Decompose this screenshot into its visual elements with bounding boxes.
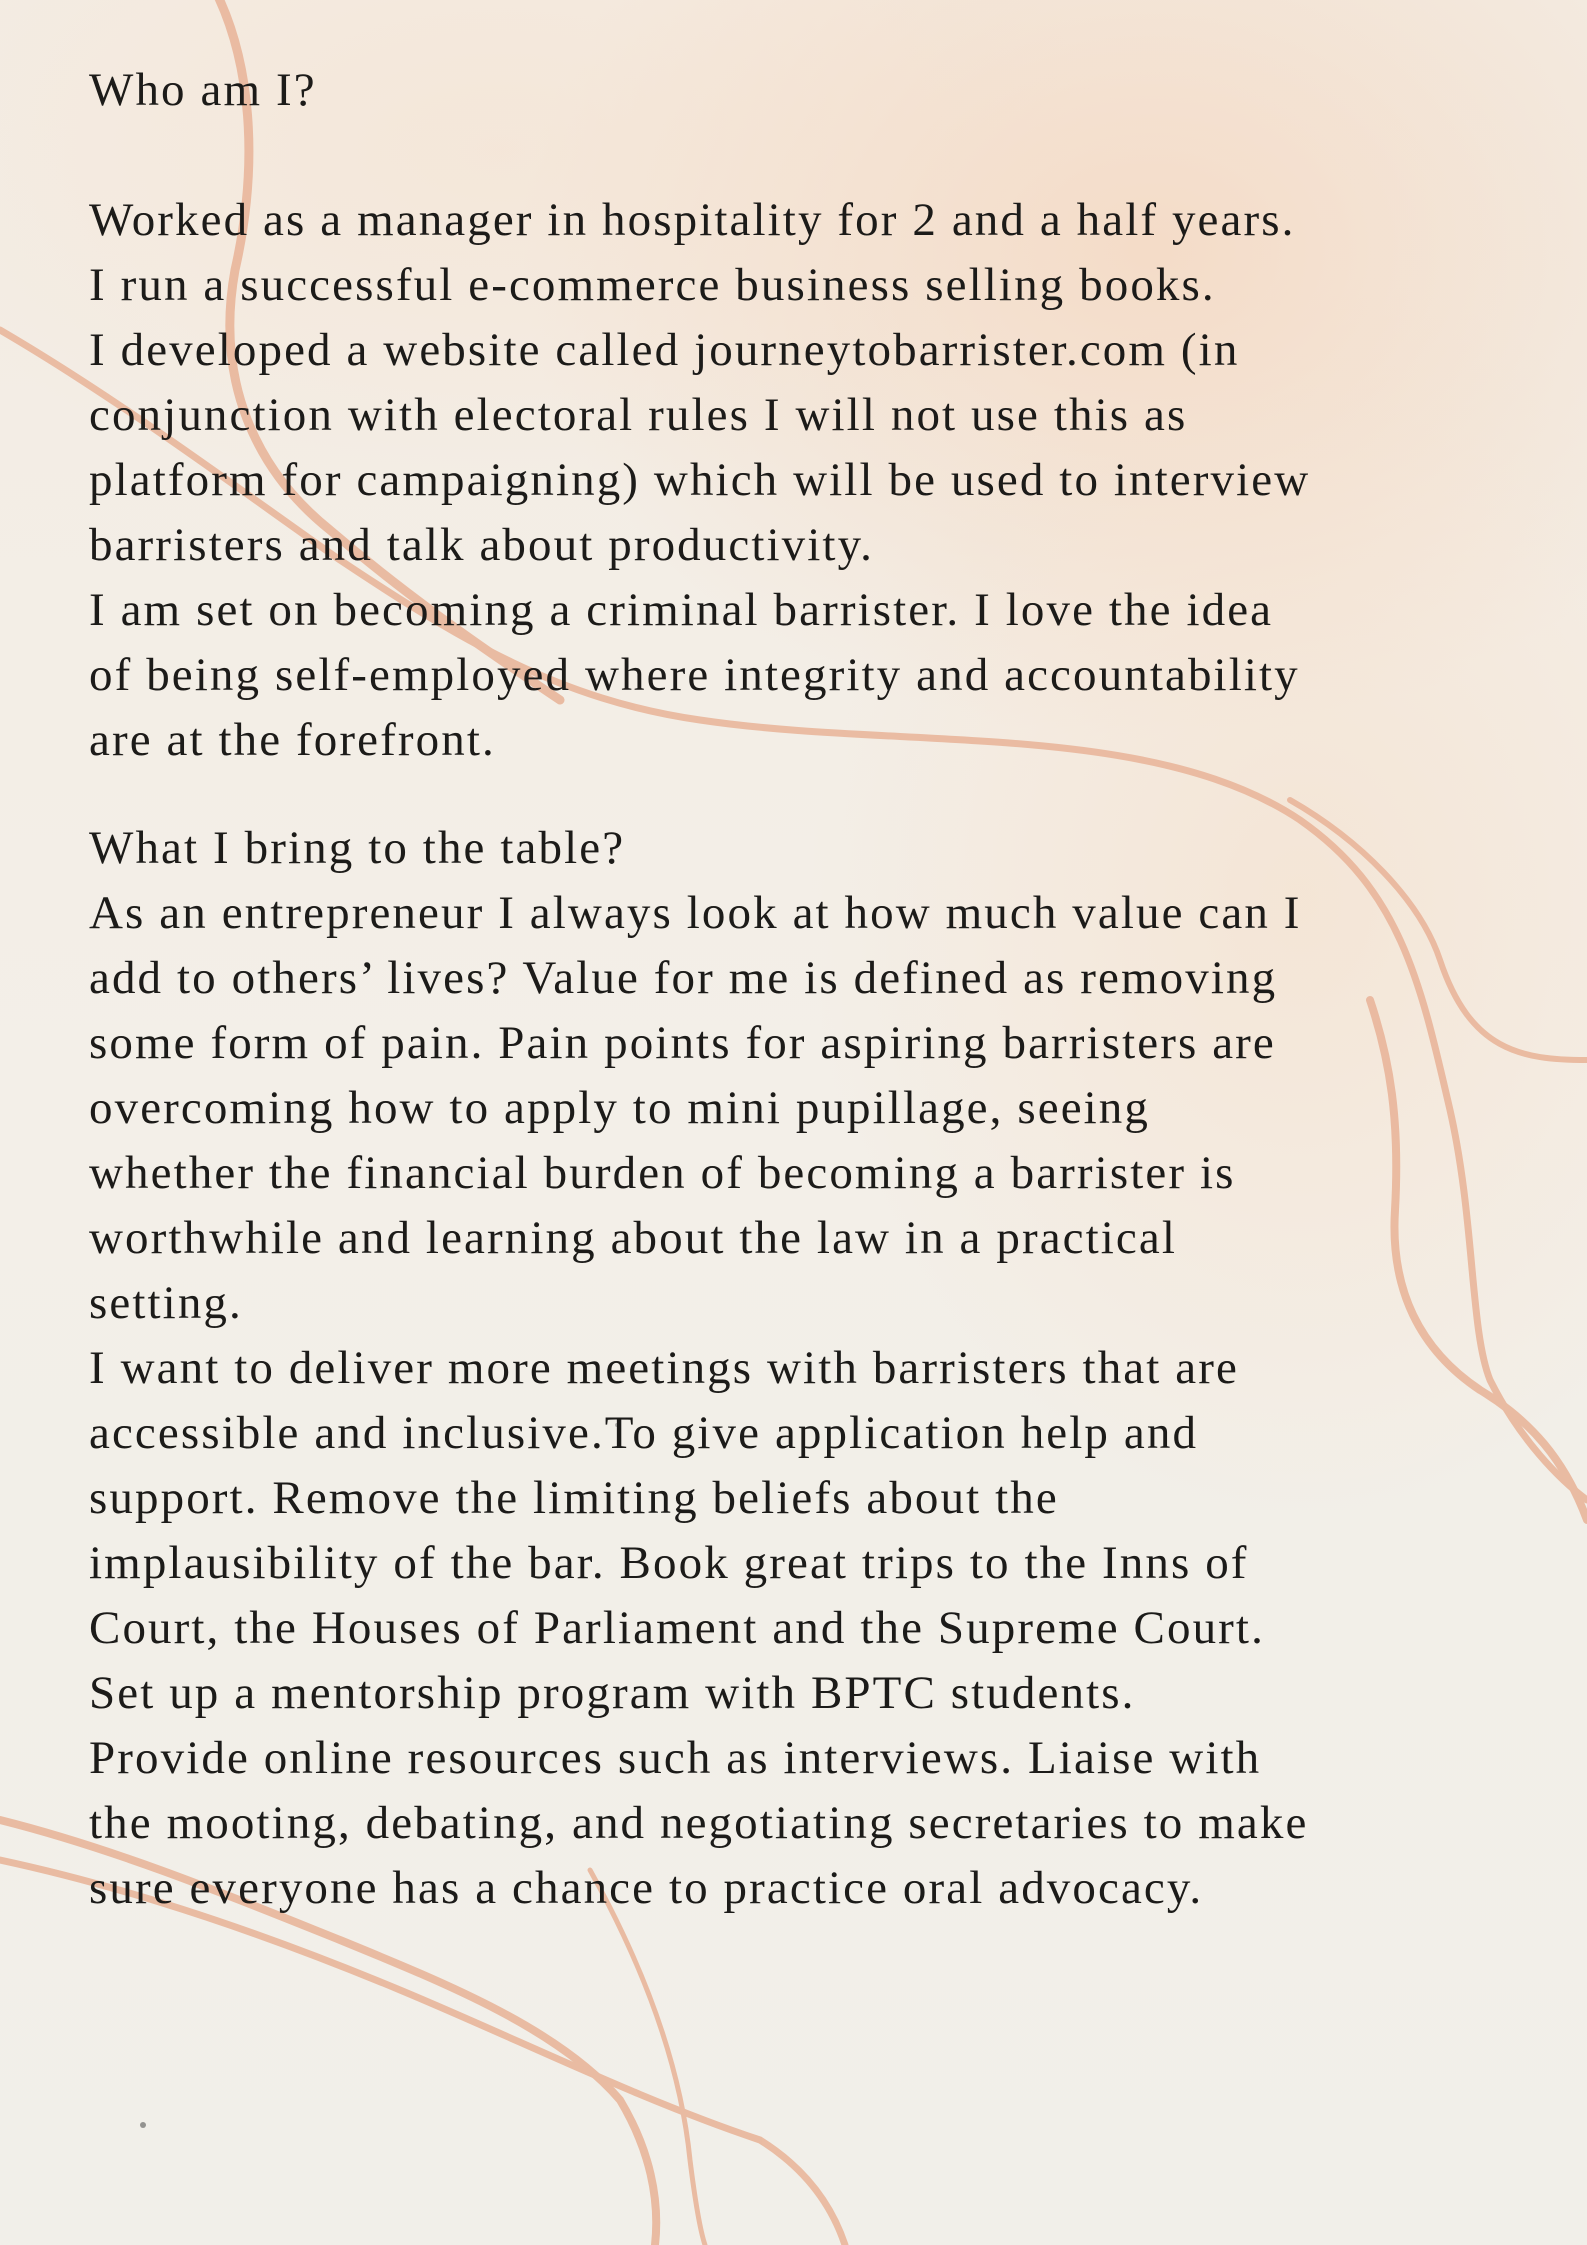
text-line: I developed a website called journeytobarrister.com (in: [89, 324, 1240, 376]
text-line: As an entrepreneur I always look at how much value can I: [89, 887, 1302, 939]
text-line: Worked as a manager in hospitality for 2 and a half years.: [89, 194, 1296, 246]
text-line: overcoming how to apply to mini pupillage, seeing: [89, 1082, 1151, 1134]
text-line: I am set on becoming a criminal barrister. I love the idea: [89, 584, 1274, 636]
section-heading-bring: What I bring to the table?: [89, 822, 626, 874]
text-line: conjunction with electoral rules I will not use this as: [89, 389, 1188, 441]
decor-dot: [140, 2122, 146, 2128]
spacer: [89, 123, 1489, 188]
decor-curve-bottom-3: [590, 1870, 705, 2245]
text-line: add to others’ lives? Value for me is defined as removing: [89, 952, 1278, 1004]
text-line: platform for campaigning) which will be used to interview: [89, 454, 1311, 506]
spacer: [89, 773, 1489, 816]
text-line: implausibility of the bar. Book great trips to the Inns of: [89, 1537, 1249, 1589]
section-bring-text: [89, 881, 1489, 1921]
text-line: are at the forefront.: [89, 714, 496, 766]
text-line: I run a successful e-commerce business selling books.: [89, 259, 1216, 311]
text-line: Court, the Houses of Parliament and the Supreme Court.: [89, 1602, 1265, 1654]
text-line: of being self-employed where integrity and accountability: [89, 649, 1300, 701]
document-body: [89, 58, 1489, 1921]
text-line: barristers and talk about productivity.: [89, 519, 874, 571]
text-line: accessible and inclusive.To give application help and: [89, 1407, 1199, 1459]
text-line: some form of pain. Pain points for aspiring barristers are: [89, 1017, 1276, 1069]
section-who-text: [89, 188, 1489, 773]
text-line: worthwhile and learning about the law in a practical: [89, 1212, 1178, 1264]
text-line: Set up a mentorship program with BPTC students.: [89, 1667, 1136, 1719]
text-line: whether the financial burden of becoming a barrister is: [89, 1147, 1236, 1199]
text-line: sure everyone has a chance to practice oral advocacy.: [89, 1862, 1204, 1914]
text-line: Provide online resources such as interviews. Liaise with: [89, 1732, 1262, 1784]
text-line: I want to deliver more meetings with barristers that are: [89, 1342, 1239, 1394]
text-line: setting.: [89, 1277, 243, 1329]
section-heading-who: Who am I?: [89, 64, 317, 116]
text-line: support. Remove the limiting beliefs about the: [89, 1472, 1059, 1524]
text-line: the mooting, debating, and negotiating secretaries to make: [89, 1797, 1309, 1849]
